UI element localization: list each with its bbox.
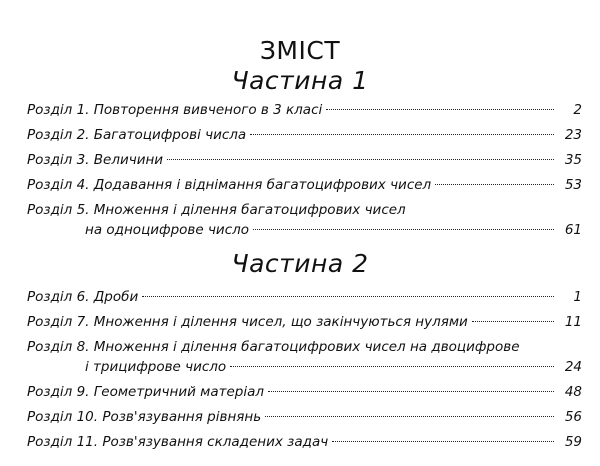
dot-leader xyxy=(265,416,554,417)
toc-entry xyxy=(27,337,582,377)
dot-leader xyxy=(472,321,554,322)
toc-part-2 xyxy=(27,287,582,452)
toc-entry-label: Розділ 2. Багатоцифрові числа xyxy=(27,127,247,143)
toc-entry-label-continued: і трицифрове число xyxy=(85,359,227,375)
toc-entry-label: Розділ 6. Дроби xyxy=(27,289,139,305)
toc-entry-page: 59 xyxy=(564,434,582,450)
toc-entry xyxy=(27,312,582,332)
dot-leader xyxy=(142,296,554,297)
toc-entry xyxy=(27,175,582,195)
dot-leader xyxy=(230,366,554,367)
toc-entry-page: 53 xyxy=(564,177,582,193)
toc-entry-label: Розділ 3. Величини xyxy=(27,152,164,168)
toc-part-1 xyxy=(27,100,582,240)
dot-leader xyxy=(250,134,554,135)
toc-entry-label: Розділ 9. Геометричний матеріал xyxy=(27,384,265,400)
dot-leader xyxy=(326,109,554,110)
toc-entry-label-continued: на одноцифрове число xyxy=(85,222,250,238)
toc-entry xyxy=(27,432,582,452)
toc-entry xyxy=(27,407,582,427)
toc-entry xyxy=(27,150,582,170)
toc-entry-label: Розділ 10. Розв'язування рівнянь xyxy=(27,409,262,425)
toc-entry-page: 1 xyxy=(573,289,582,305)
toc-entry xyxy=(27,287,582,307)
toc-entry-page: 11 xyxy=(564,314,582,330)
page-title: ЗМІСТ xyxy=(259,36,341,65)
part-1-heading: Частина 1 xyxy=(231,66,369,95)
dot-leader xyxy=(167,159,554,160)
dot-leader xyxy=(332,441,554,442)
dot-leader xyxy=(435,184,554,185)
toc-entry-page: 2 xyxy=(573,102,582,118)
toc-entry-label: Розділ 4. Додавання і віднімання багатоцифрових чисел xyxy=(27,177,432,193)
toc-entry-label: Розділ 7. Множення і ділення чисел, що закінчуються нулями xyxy=(27,314,468,330)
toc-entry-label: Розділ 1. Повторення вивченого в 3 класі xyxy=(27,102,323,118)
toc-entry-page: 56 xyxy=(564,409,582,425)
toc-entry xyxy=(27,125,582,145)
toc-entry xyxy=(27,382,582,402)
toc-entry xyxy=(27,100,582,120)
toc-entry xyxy=(27,200,582,240)
dot-leader xyxy=(253,229,554,230)
toc-entry-label: Розділ 11. Розв'язування складених задач xyxy=(27,434,329,450)
toc-entry-page: 35 xyxy=(564,152,582,168)
toc-entry-page: 24 xyxy=(564,359,582,375)
dot-leader xyxy=(268,391,554,392)
toc-entry-label: Розділ 5. Множення і ділення багатоцифрових чисел xyxy=(27,202,406,218)
toc-entry-page: 48 xyxy=(564,384,582,400)
part-2-heading: Частина 2 xyxy=(231,249,369,278)
toc-entry-page: 23 xyxy=(564,127,582,143)
toc-entry-label: Розділ 8. Множення і ділення багатоцифрових чисел на двоцифрове xyxy=(27,339,520,355)
toc-entry-page: 61 xyxy=(564,222,582,238)
